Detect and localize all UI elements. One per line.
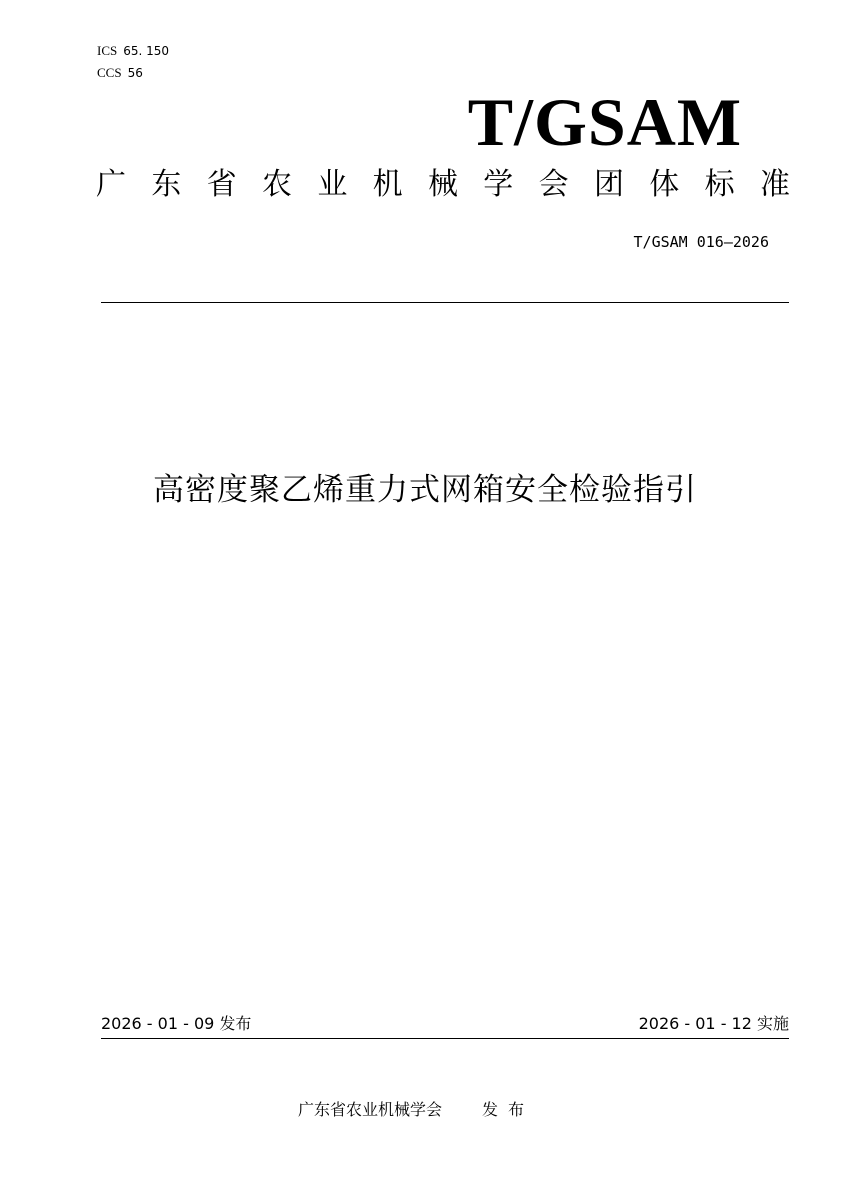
- classification-codes: [97, 40, 169, 84]
- implementation-date: 2026 - 01 - 12 实施: [638, 1014, 789, 1033]
- organization-standard-heading: [96, 162, 790, 208]
- ics-value: 65. 150: [123, 44, 170, 58]
- ics-label: ICS: [97, 43, 118, 58]
- top-divider: [101, 302, 789, 303]
- org-char: 会: [538, 167, 569, 202]
- org-char: 东: [151, 167, 182, 202]
- org-char: 体: [649, 167, 680, 202]
- standard-logo: T/GSAM: [467, 84, 742, 160]
- org-char: 省: [206, 167, 237, 202]
- org-char: 团: [593, 167, 624, 202]
- org-char: 标: [704, 167, 735, 202]
- document-title: 高密度聚乙烯重力式网箱安全检验指引: [153, 472, 697, 508]
- issue-date: 2026 - 01 - 09 发布: [101, 1014, 252, 1033]
- org-char: 准: [759, 167, 790, 202]
- bottom-divider: [101, 1038, 789, 1039]
- org-char: 机: [372, 167, 403, 202]
- org-char: 广: [96, 167, 126, 202]
- ccs-value: 56: [127, 66, 143, 80]
- ics-row: [97, 40, 169, 62]
- publisher-name: 广东省农业机械学会: [298, 1100, 443, 1119]
- ccs-label: CCS: [97, 65, 122, 80]
- publish-action: 发布: [482, 1100, 535, 1119]
- org-char: 学: [483, 167, 514, 202]
- publisher-line: [298, 1098, 534, 1122]
- org-char: 农: [261, 167, 292, 202]
- ccs-row: [97, 62, 169, 84]
- standard-number: T/GSAM 016—2026: [633, 233, 769, 251]
- org-char: 业: [317, 167, 348, 202]
- org-char: 械: [427, 167, 458, 202]
